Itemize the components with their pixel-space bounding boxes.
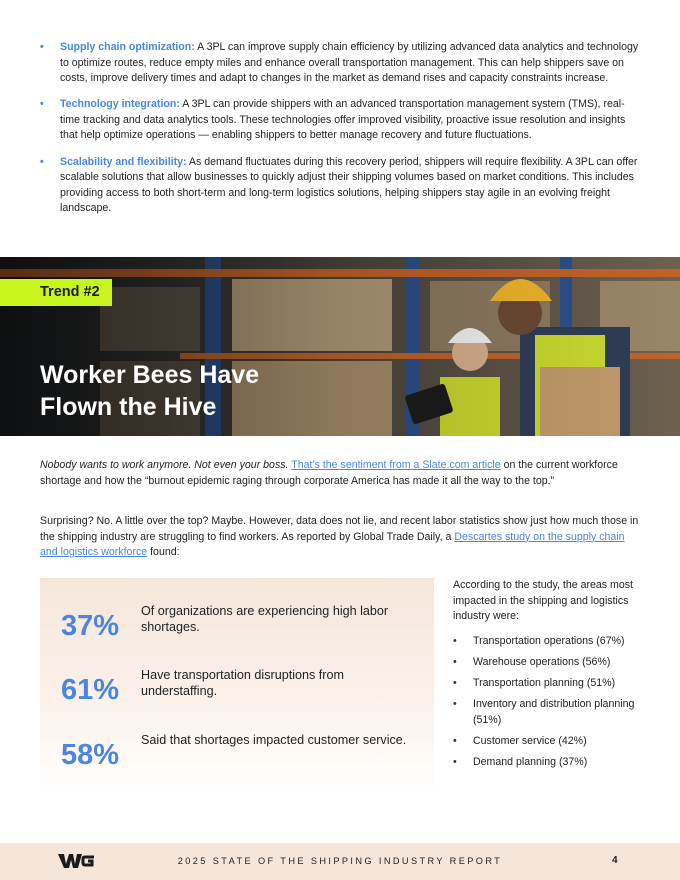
impact-list (453, 634, 653, 771)
paragraph-text: Surprising? No. A little over the top? Maybe. However, data does not lie, and recent labor statistics show just how much those in the shipping industry are struggling to find workers. As reported by Global Trade Daily, a (40, 515, 639, 543)
stat-description: Have transportation disruptions from understaffing. (141, 668, 344, 698)
impact-list-item (453, 634, 653, 650)
stat-item (40, 604, 434, 654)
impact-item-text: Transportation operations (67%) (473, 634, 625, 647)
trend-tag: Trend #2 (0, 279, 112, 306)
italic-quote: Nobody wants to work anymore. Not even your boss. (40, 459, 289, 471)
stats-card (40, 578, 434, 796)
impact-item-text: Customer service (42%) (473, 734, 587, 747)
impact-areas (453, 578, 653, 776)
impact-intro: According to the study, the areas most impacted in the shipping and logistics industry were: (453, 579, 633, 623)
hero-title-line: Flown the Hive (40, 393, 217, 421)
impact-list-item (453, 734, 653, 750)
bullet-technology (40, 97, 640, 144)
page-number: 4 (612, 855, 618, 866)
benefit-bullet-list (40, 40, 640, 227)
bullet-text: As demand fluctuates during this recovery period, shippers will require flexibility. A 3PL can offer scalable solutions that allow businesses to quickly adjust their shipping volumes based on market conditions. This includes providing access to both short-term and long-term logistics solutions, helping shippers stay agile in an evolving freight landscape. (60, 155, 638, 215)
paragraph-text: found: (147, 546, 180, 559)
bullet-dot: • (453, 655, 457, 668)
intro-paragraph (40, 458, 640, 489)
impact-item-text: Demand planning (37%) (473, 755, 588, 768)
impact-list-item (453, 755, 653, 771)
descartes-study-link[interactable]: Descartes study on the supply chain and logistics workforce (40, 530, 625, 559)
stat-description: Of organizations are experiencing high labor shortages. (141, 604, 389, 634)
stat-percent: 37% (61, 610, 120, 642)
bullet-dot: • (453, 634, 457, 647)
study-paragraph (40, 514, 640, 561)
bullet-lead: Supply chain optimization: (60, 41, 195, 53)
stat-percent: 61% (61, 674, 120, 706)
bullet-lead: Technology integration: (60, 98, 180, 111)
report-title: 2025 STATE OF THE SHIPPING INDUSTRY REPORT (177, 856, 503, 866)
bullet-dot: • (40, 41, 44, 53)
bullet-text: A 3PL can provide shippers with an advanced transportation management system (TMS), real-time tracking and data analytics tools. These technologies offer improved visibility, proactive issue resolution and insights that help optimize operations — enabling shippers to better manage recovery and future fluctuations. (60, 98, 626, 142)
impact-list-item (453, 655, 653, 671)
stat-description: Said that shortages impacted customer service. (141, 733, 407, 747)
impact-item-text: Warehouse operations (56%) (473, 655, 611, 668)
hero-title-line: Worker Bees Have (40, 361, 260, 389)
bullet-dot: • (453, 698, 457, 711)
bullet-supply-chain (40, 40, 640, 87)
hero-title (40, 359, 300, 423)
impact-item-text: Inventory and distribution planning (51%) (473, 698, 635, 726)
impact-list-item (453, 697, 653, 728)
stat-percent: 58% (61, 739, 120, 771)
bullet-lead: Scalability and flexibility: (60, 155, 187, 168)
bullet-text: A 3PL can improve supply chain efficiency by utilizing advanced data analytics and technology to optimize routes, reduce empty miles and enhance overall transportation management. This can help shippers save on costs, improve delivery times and adapt to changes in the market as demand rises and capacity constraints increase. (60, 41, 639, 85)
bullet-dot: • (453, 755, 457, 768)
bullet-dot: • (40, 98, 44, 111)
trend-hero-banner (0, 257, 680, 436)
slate-article-link[interactable]: That’s the sentiment from a Slate.com article (291, 459, 501, 471)
bullet-scalability (40, 155, 640, 217)
impact-list-item (453, 676, 653, 692)
stat-item (40, 733, 434, 783)
bullet-dot: • (453, 676, 457, 689)
stat-item (40, 668, 434, 718)
bullet-dot: • (453, 734, 457, 747)
impact-item-text: Transportation planning (51%) (473, 676, 616, 689)
page-footer (0, 843, 680, 880)
bullet-dot: • (40, 155, 44, 168)
paragraph-text: on the current workforce shortage and how the “burnout epidemic raging through corporate America has made it all the way to the top.” (40, 459, 618, 487)
